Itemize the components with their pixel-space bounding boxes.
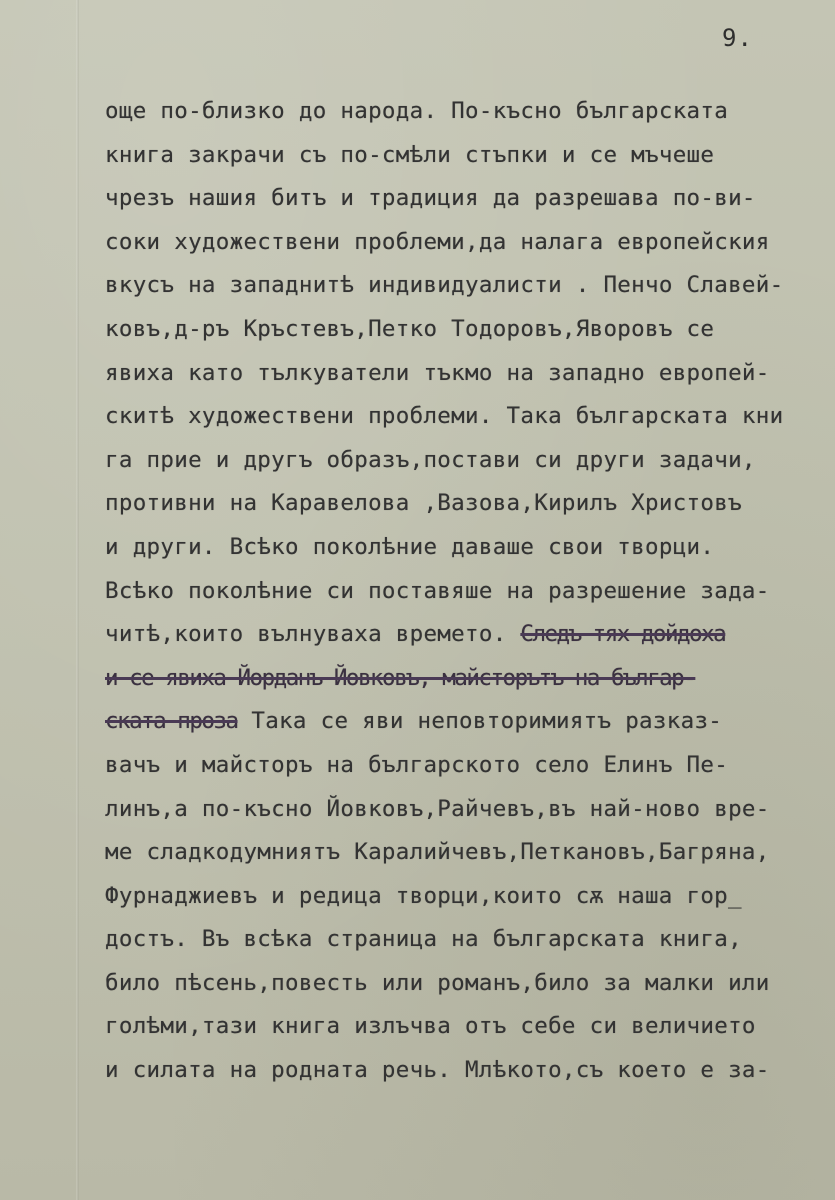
text-line-15 — [105, 700, 830, 744]
struck-through-text-2: и се явиха Йорданъ Йовковъ, майсторътъ на българ- — [105, 664, 696, 691]
typewritten-text — [105, 90, 830, 1093]
text-line-19: Фурнаджиевъ и редица творци,които сѫ наша гор_ — [105, 882, 742, 909]
text-line-20: достъ. Въ всѣка страница на българската книга, — [105, 926, 742, 953]
text-line-13 — [105, 613, 830, 657]
struck-through-text-3: ската проза — [105, 708, 238, 735]
text-line-12: Всѣко поколѣние си поставяше на разрешение зада- — [105, 577, 770, 604]
text-line-8: скитѣ художествени проблеми. Така българската кни — [105, 403, 784, 430]
text-line-15-rest: Така се яви неповторимиятъ разказ- — [237, 708, 723, 735]
text-line-9: га прие и другъ образъ,постави си други задачи, — [105, 446, 756, 473]
struck-through-text-1: Следъ тях дойдоха — [520, 621, 726, 648]
text-line-1: още по-близко до народа. По-късно българската — [105, 98, 729, 124]
text-line-17: линъ,а по-късно Йовковъ,Райчевъ,въ най-ново вре- — [105, 795, 770, 822]
text-line-11: и други. Всѣко поколѣние даваше свои творци. — [105, 533, 715, 560]
text-line-7: явиха като тълкуватели тъкмо на западно европей- — [105, 359, 770, 386]
text-line-22: голѣми,тази книга излъчва отъ себе си величието — [105, 1013, 756, 1040]
text-line-14 — [105, 657, 830, 701]
text-line-3: чрезъ нашия битъ и традиция да разрешава по-ви- — [105, 185, 756, 212]
text-line-5: вкусъ на западнитѣ индивидуалисти . Пенчо Славей- — [105, 272, 784, 299]
text-line-18: ме сладкодумниятъ Каралийчевъ,Петкановъ,Багряна, — [105, 839, 770, 866]
page-number: 9. — [722, 24, 753, 52]
text-line-6: ковъ,д-ръ Кръстевъ,Петко Тодоровъ,Яворовъ се — [105, 315, 715, 342]
text-line-16: вачъ и майсторъ на българското село Елинъ Пе- — [105, 751, 729, 778]
text-line-2: книга закрачи съ по-смѣли стъпки и се мъчеше — [105, 141, 715, 168]
text-line-10: противни на Каравелова ,Вазова,Кирилъ Христовъ — [105, 490, 742, 517]
text-line-21: било пѣсень,повесть или романъ,било за малки или — [105, 969, 770, 996]
paper-fold-line — [76, 0, 79, 1200]
text-line-4: соки художествени проблеми,да налага европейския — [105, 228, 770, 255]
text-line-13-start: читѣ,които вълнуваха времето. — [105, 621, 507, 648]
text-line-23: и силата на родната речь. Млѣкото,съ което е за- — [105, 1057, 770, 1084]
